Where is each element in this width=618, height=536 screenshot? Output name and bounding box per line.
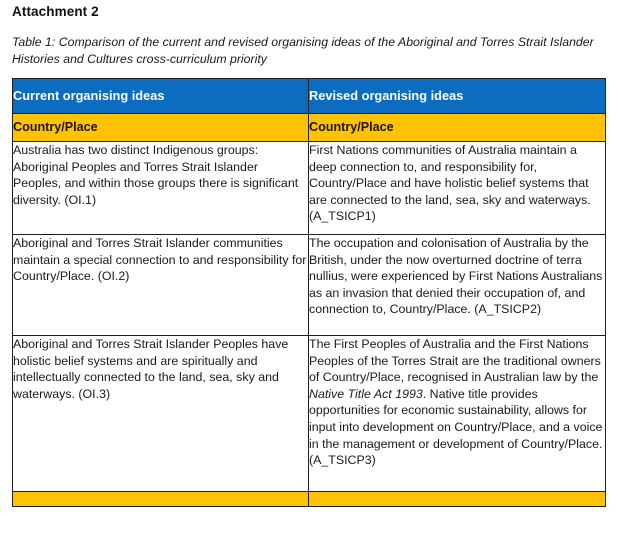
cell-text-revised-tsicp2: The occupation and colonisation of Australia by the British, under the now overturned doctrine of terra nullius, were experienced by First Nations Australians as an invasion that denied their occupation of, and connection to, Country/Place. (A_TSICP2) (309, 236, 603, 317)
column-header-revised-label: Revised organising ideas (309, 88, 464, 103)
table-section-row-next (13, 492, 606, 507)
cell-text-current-oi1: Australia has two distinct Indigenous groups: Aboriginal Peoples and Torres Strait Islander Peoples, and within those groups there is significant diversity. (OI.1) (13, 143, 299, 207)
column-header-revised (309, 79, 606, 114)
cell-revised-tsicp2 (309, 235, 606, 336)
column-header-current (13, 79, 309, 114)
table-section-row (13, 114, 606, 142)
tsicp3-part2: . Native title provides opportunities for economic sustainability, allows for input into development on Country/Place, and a voice in the management or development of Country/Place. (A_TSICP3) (309, 386, 603, 468)
cell-current-oi2 (13, 235, 309, 336)
cell-text-current-oi2: Aboriginal and Torres Strait Islander communities maintain a special connection to and responsibility for Country/Place. (OI.2) (13, 236, 307, 284)
section-header-left-label: Country/Place (13, 120, 98, 134)
section-header-left-next (13, 492, 309, 507)
cell-text-revised-tsicp3 (309, 336, 605, 469)
section-header-right-next (309, 492, 606, 507)
cell-revised-tsicp3 (309, 336, 606, 492)
column-header-current-label: Current organising ideas (13, 88, 165, 103)
cell-text-current-oi3: Aboriginal and Torres Strait Islander Peoples have holistic belief systems and are spiritually and intellectually connected to the land, sea, sky and waterways. (OI.3) (13, 337, 289, 401)
tsicp3-part1: The First Peoples of Australia and the First Nations Peoples of the Torres Strait are the traditional owners of Country/Place, recognised in Australian law by the (309, 337, 601, 385)
cell-revised-tsicp1 (309, 142, 606, 235)
cell-current-oi1 (13, 142, 309, 235)
table-caption: Table 1: Comparison of the current and revised organising ideas of the Aboriginal and Torres Strait Islander Histories and Cultures cross-curriculum priority (12, 35, 594, 66)
section-header-right (309, 114, 606, 142)
table-header-row (13, 79, 606, 114)
native-title-act-citation: Native Title Act 1993 (309, 386, 423, 401)
section-header-left (13, 114, 309, 142)
table-row (13, 235, 606, 336)
organising-ideas-table (12, 78, 606, 507)
page-title: Attachment 2 (12, 4, 99, 19)
table-row (13, 336, 606, 492)
cell-current-oi3 (13, 336, 309, 492)
table-row (13, 142, 606, 235)
cell-text-revised-tsicp1: First Nations communities of Australia maintain a deep connection to, and responsibility for, Country/Place and have holistic belief systems that are connected to the land, sea, sky and waterways. (A_TSICP1) (309, 143, 591, 224)
section-header-right-label: Country/Place (309, 120, 394, 134)
